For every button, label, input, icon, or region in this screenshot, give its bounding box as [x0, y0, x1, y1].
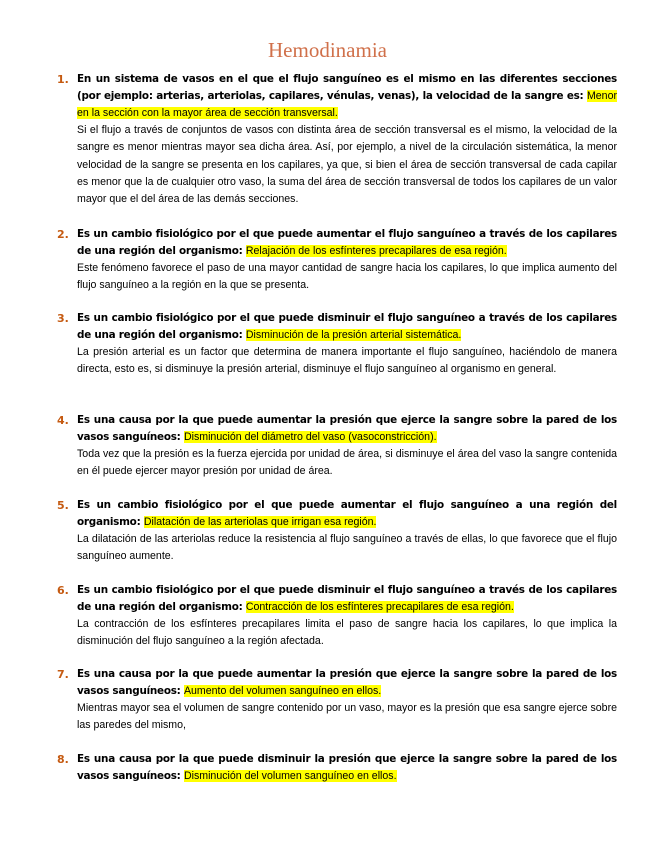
- explanation-text: Toda vez que la presión es la fuerza ejercida por unidad de área, si disminuye el área del vaso la sangre contenida en él puede ejercer mayor presión por unidad de área.: [77, 448, 617, 478]
- answer-highlight: Contracción de los esfínteres precapilares de esa región.: [245, 601, 514, 613]
- question-item: [57, 71, 617, 208]
- question-number: 1.: [57, 73, 69, 86]
- question-item: [57, 582, 617, 651]
- question-text: Es una causa por la que puede disminuir la presión que ejerce la sangre sobre la pared de los vasos sanguíneos: Disminución del volumen sanguíneo en ellos.: [77, 753, 617, 782]
- question-number: 5.: [57, 499, 69, 512]
- question-text: Es una causa por la que puede aumentar la presión que ejerce la sangre sobre la pared de los vasos sanguíneos: Aumento del volumen sanguíneo en ellos.: [77, 668, 617, 697]
- question-text: Es un cambio fisiológico por el que puede disminuir el flujo sanguíneo a través de los capilares de una región del organismo: Contracción de los esfínteres precapilares de esa región.: [77, 584, 617, 613]
- question-item: [57, 412, 617, 481]
- explanation-text: La contracción de los esfínteres precapilares limita el paso de sangre hacia los capilares, lo que implica la disminución del flujo sanguíneo a la región afectada.: [77, 618, 617, 648]
- question-text: Es un cambio fisiológico por el que puede aumentar el flujo sanguíneo a una región del organismo: Dilatación de las arteriolas que irrigan esa región.: [77, 499, 617, 528]
- question-text: Es un cambio fisiológico por el que puede disminuir el flujo sanguíneo a través de los capilares de una región del organismo: Disminución de la presión arterial sistemática.: [77, 312, 617, 341]
- question-item: [57, 226, 617, 295]
- question-number: 4.: [57, 414, 69, 427]
- answer-highlight: Disminución de la presión arterial sistemática.: [245, 329, 462, 341]
- question-number: 7.: [57, 668, 69, 681]
- answer-highlight: Dilatación de las arteriolas que irrigan esa región.: [143, 516, 377, 528]
- question-item: [57, 310, 617, 379]
- question-number: 8.: [57, 753, 69, 766]
- explanation-text: Este fenómeno favorece el paso de una mayor cantidad de sangre hacia los capilares, lo que implica aumento del flujo sanguíneo a la región en la que se presenta.: [77, 262, 617, 292]
- question-number: 2.: [57, 228, 69, 241]
- explanation-text: La dilatación de las arteriolas reduce la resistencia al flujo sanguíneo a través de ellas, lo que favorece que el flujo sanguíneo aumente.: [77, 533, 617, 563]
- answer-highlight: Aumento del volumen sanguíneo en ellos.: [183, 685, 382, 697]
- answer-highlight: Menor en la sección con la mayor área de sección transversal.: [77, 90, 617, 119]
- question-item: [57, 666, 617, 735]
- question-text: En un sistema de vasos en el que el flujo sanguíneo es el mismo en las diferentes secciones (por ejemplo: arterias, arteriolas, capilares, vénulas, venas), la velocidad de la sangre es: Menor en la sección con la mayor área de sección transversal.: [77, 73, 617, 119]
- answer-highlight: Disminución del volumen sanguíneo en ellos.: [183, 770, 397, 782]
- question-item: [57, 751, 617, 785]
- question-number: 6.: [57, 584, 69, 597]
- question-text: Es un cambio fisiológico por el que puede aumentar el flujo sanguíneo a través de los capilares de una región del organismo: Relajación de los esfínteres precapilares de esa región.: [77, 228, 617, 257]
- question-number: 3.: [57, 312, 69, 325]
- explanation-text: Mientras mayor sea el volumen de sangre contenido por un vaso, mayor es la presión que esa sangre ejerce sobre las paredes del mismo,: [77, 702, 617, 732]
- explanation-text: Si el flujo a través de conjuntos de vasos con distinta área de sección transversal es el mismo, la velocidad de la sangre es menor mientras mayor sea dicha área. Así, por ejemplo, a nivel de la circulación sistemática, la menor velocidad de la sangre se presenta en los capilares, ya que, si bien el área de sección transversal de cada capilar es menor que la de cualquier otro vaso, la suma del área de sección transversal de todos los capilares de un valor mayor que el del área de las demás secciones.: [77, 124, 617, 206]
- page-title: Hemodinamia: [268, 38, 387, 62]
- explanation-text: La presión arterial es un factor que determina de manera importante el flujo sanguíneo, haciéndolo de manera directa, esto es, si disminuye la presión arterial, disminuye el flujo sanguíneo al organismo en general.: [77, 346, 617, 376]
- question-text: Es una causa por la que puede aumentar la presión que ejerce la sangre sobre la pared de los vasos sanguíneos: Disminución del diámetro del vaso (vasoconstricción).: [77, 414, 617, 443]
- answer-highlight: Disminución del diámetro del vaso (vasoconstricción).: [183, 431, 437, 443]
- question-item: [57, 497, 617, 566]
- answer-highlight: Relajación de los esfínteres precapilares de esa región.: [245, 245, 507, 257]
